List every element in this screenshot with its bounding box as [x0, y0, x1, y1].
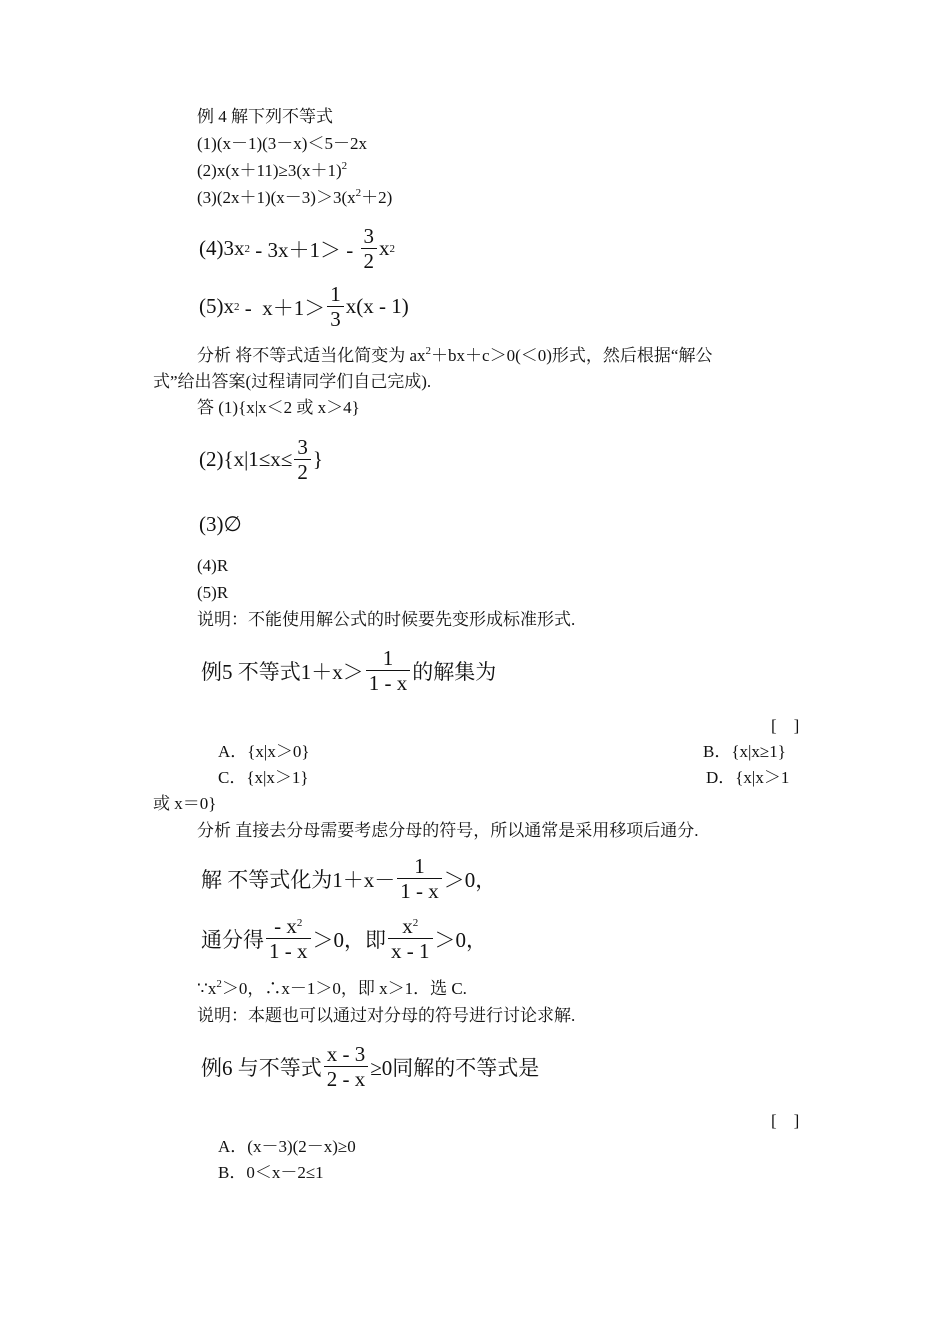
ex5-option-c: C．{x|x＞1}	[218, 768, 309, 787]
ex5-option-d-cont: 或 x＝0}	[153, 794, 217, 813]
ex4-note: 说明：不能使用解公式的时候要先变形成标准形式.	[197, 610, 576, 629]
ex5-option-d: D．{x|x＞1	[706, 768, 790, 787]
ex4-answer-2: (2){x|1≤x≤ $\frac{3}{2}$ }	[199, 435, 323, 484]
answer-bracket: [ ]	[771, 716, 800, 735]
ex5-solution-1: 解 不等式化为1＋x－ $\frac{1}{1 - x}$ ＞0，	[201, 854, 497, 903]
example-4-title: 例 4 解下列不等式	[197, 107, 333, 126]
ex5-option-b: B．{x|x≥1}	[703, 742, 786, 761]
ex4-problem-4: (4)3x 2 - 3x＋1＞ - $\frac{3}{2}$ x 2	[199, 224, 395, 273]
ex4-answer-1: 答 (1){x|x＜2 或 x＞4}	[197, 398, 360, 417]
fraction: $\frac{1}{1 - x}$	[397, 854, 442, 903]
ex4-analysis: 分析 将不等式适当化简变为 $ax^2+bx+c>0(<0)$形式，然后根据“解公	[197, 345, 713, 365]
ex4-problem-2: $(2)x(x+11)\ge 3(x+1)^2$	[197, 160, 348, 180]
fraction: $\frac{3}{2}$	[294, 435, 311, 484]
fraction: $\frac{- x^2}{1 - x}$	[266, 914, 311, 963]
example-5-title: 例5 不等式1＋x＞ $\frac{1}{1 - x}$ 的解集为	[201, 646, 497, 695]
fraction: $\frac{x^2}{x - 1}$	[388, 914, 433, 963]
ex4-analysis-cont: 式”给出答案(过程请同学们自己完成).	[153, 372, 432, 391]
fraction: $\frac{1}{1 - x}$	[366, 646, 411, 695]
ex4-problem-5: (5)x 2 - x＋1＞ $\frac{1}{3}$ x(x - 1)	[199, 282, 409, 331]
ex4-answer-5: (5)R	[197, 583, 229, 602]
ex4-problem-1: (1)(x－1)(3－x)＜5－2x	[197, 134, 367, 153]
ex4-problem-3: $(3)(2x+1)(x-3)>3(x^2+2)$	[197, 187, 393, 207]
ex5-solution-2: 通分得 $\frac{- x^2}{1 - x}$ ＞0，即 $\frac{x^2}{x - 1}$ ＞0，	[201, 914, 487, 963]
fraction: $\frac{1}{3}$	[327, 282, 344, 331]
ex4-answer-3: (3)∅	[199, 512, 242, 536]
ex5-note: 说明：本题也可以通过对分母的符号进行讨论求解.	[197, 1006, 576, 1025]
answer-bracket: [ ]	[771, 1111, 800, 1130]
ex5-solution-3: $\because x^2>0$，∴x－1＞0，即 x＞1．选 C.	[197, 978, 467, 998]
ex5-analysis: 分析 直接去分母需要考虑分母的符号，所以通常是采用移项后通分.	[197, 821, 699, 840]
ex6-option-b: B．0＜x－2≤1	[218, 1163, 324, 1182]
fraction: $\frac{x - 3}{2 - x}$	[324, 1042, 369, 1091]
ex5-option-a: A．{x|x＞0}	[218, 742, 310, 761]
example-6-title: 例6 与不等式 $\frac{x - 3}{2 - x}$ ≥0同解的不等式是	[201, 1042, 540, 1091]
ex6-option-a: A．(x－3)(2－x)≥0	[218, 1137, 356, 1156]
ex4-answer-4: (4)R	[197, 556, 229, 575]
fraction: $\frac{3}{2}$	[361, 224, 378, 273]
